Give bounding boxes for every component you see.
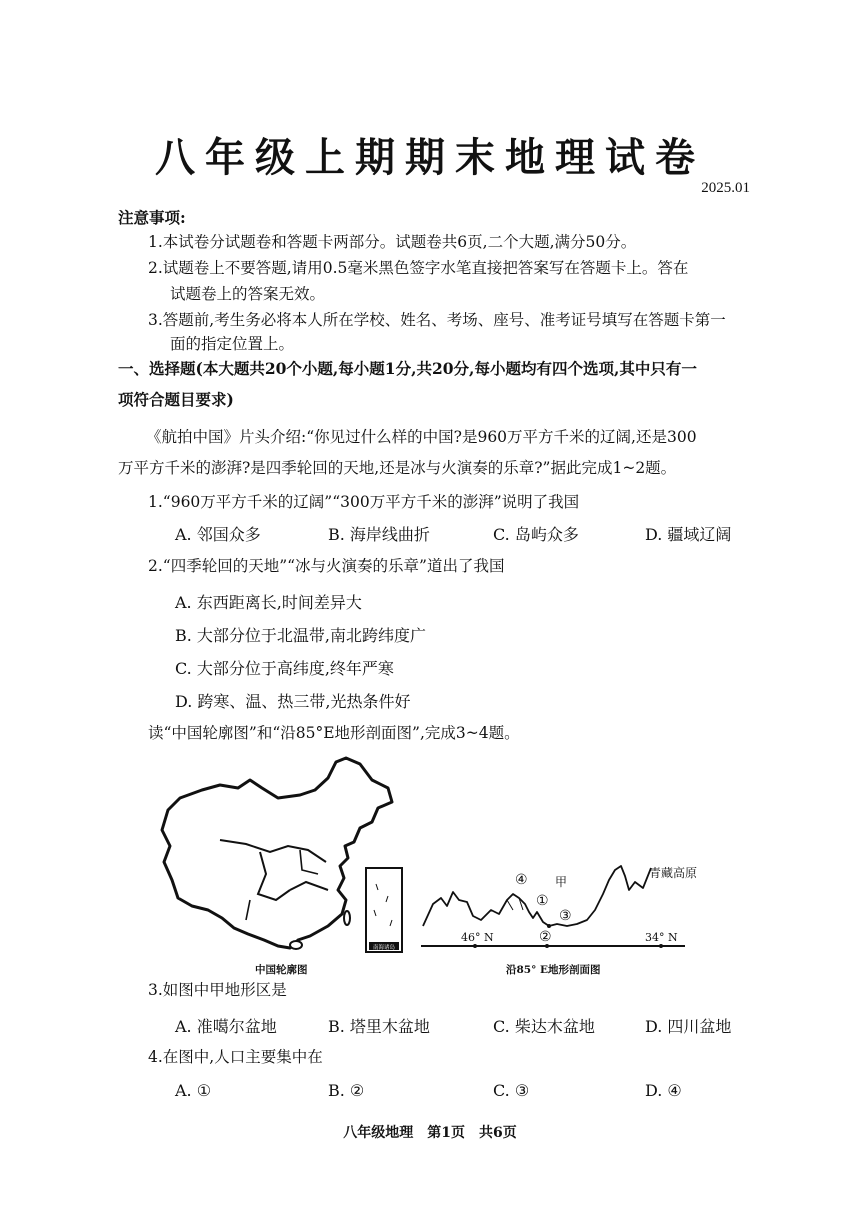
- q4-option-c: C. ③: [493, 1081, 530, 1100]
- marker-2: ②: [539, 929, 552, 945]
- notice-item-1: 1.本试卷分试题卷和答题卡两部分。试题卷共6页,二个大题,满分50分。: [148, 233, 637, 251]
- q2-option-d: D. 跨寒、温、热三带,光热条件好: [175, 692, 411, 711]
- notice-item-3-cont: 面的指定位置上。: [170, 335, 295, 353]
- intro-line-1: 《航拍中国》片头介绍:“你见过什么样的中国?是960万平方千米的辽阔,还是300: [146, 428, 697, 446]
- china-outline-map: [150, 750, 420, 975]
- q3-option-d: D. 四川盆地: [645, 1017, 732, 1036]
- terrain-profile-chart: [415, 840, 715, 960]
- south-china-sea-inset: [366, 868, 402, 952]
- q1-option-b: B. 海岸线曲折: [328, 525, 430, 544]
- question-3-stem: 3.如图中甲地形区是: [148, 981, 287, 999]
- exam-date: 2025.01: [701, 180, 750, 196]
- q1-option-d: D. 疆域辽阔: [645, 525, 732, 544]
- question-4-stem: 4.在图中,人口主要集中在: [148, 1048, 323, 1066]
- notice-heading: 注意事项:: [118, 208, 186, 227]
- section-heading: 一、选择题(本大题共20个小题,每小题1分,共20分,每小题均有四个选项,其中只有一: [118, 359, 697, 378]
- q2-option-b: B. 大部分位于北温带,南北跨纬度广: [175, 626, 427, 645]
- question-2-stem: 2.“四季轮回的天地”“冰与火演奏的乐章”道出了我国: [148, 557, 505, 575]
- q3-option-b: B. 塔里木盆地: [328, 1017, 430, 1036]
- q3-option-c: C. 柴达木盆地: [493, 1017, 595, 1036]
- marker-3: ③: [559, 908, 572, 924]
- q3-option-a: A. 准噶尔盆地: [175, 1017, 277, 1036]
- q4-option-b: B. ②: [328, 1081, 365, 1100]
- page-title: 八年级上期期末地理试卷: [155, 134, 705, 181]
- china-outline: [162, 758, 392, 948]
- q1-option-c: C. 岛屿众多: [493, 525, 579, 544]
- section-heading-cont: 项符合题目要求): [118, 390, 234, 409]
- intro-line-2: 万平方千米的澎湃?是四季轮回的天地,还是冰与火演奏的乐章?”据此完成1~2题。: [118, 459, 677, 477]
- reading-instruction: 读“中国轮廓图”和“沿85°E地形剖面图”,完成3~4题。: [148, 724, 520, 742]
- marker-4: ④: [515, 872, 528, 888]
- hainan-island: [290, 941, 302, 949]
- inset-label: 南海诸岛: [372, 945, 396, 951]
- notice-item-2: 2.试题卷上不要答题,请用0.5毫米黑色签字水笔直接把答案写在答题卡上。答在: [148, 259, 689, 277]
- marker-1: ①: [536, 893, 549, 909]
- notice-item-2-cont: 试题卷上的答案无效。: [170, 285, 326, 303]
- label-plateau: 青藏高原: [649, 866, 698, 880]
- label-jia: 甲: [555, 875, 568, 889]
- taiwan-island: [344, 911, 350, 925]
- question-1-stem: 1.“960万平方千米的辽阔”“300万平方千米的澎湃”说明了我国: [148, 493, 580, 511]
- latitude-46n: 46° N: [461, 931, 494, 944]
- latitude-34n: 34° N: [645, 931, 678, 944]
- q1-option-a: A. 邻国众多: [175, 525, 261, 544]
- notice-item-3: 3.答题前,考生务必将本人所在学校、姓名、考场、座号、准考证号填写在答题卡第一: [148, 311, 726, 329]
- q2-option-c: C. 大部分位于高纬度,终年严寒: [175, 659, 394, 678]
- q4-option-d: D. ④: [645, 1081, 682, 1100]
- page-footer: 八年级地理 第1页 共6页: [343, 1125, 517, 1141]
- q4-option-a: A. ①: [175, 1081, 212, 1100]
- q2-option-a: A. 东西距离长,时间差异大: [175, 593, 362, 612]
- profile-caption: 沿85° E地形剖面图: [506, 964, 601, 976]
- map-caption: 中国轮廓图: [255, 964, 308, 976]
